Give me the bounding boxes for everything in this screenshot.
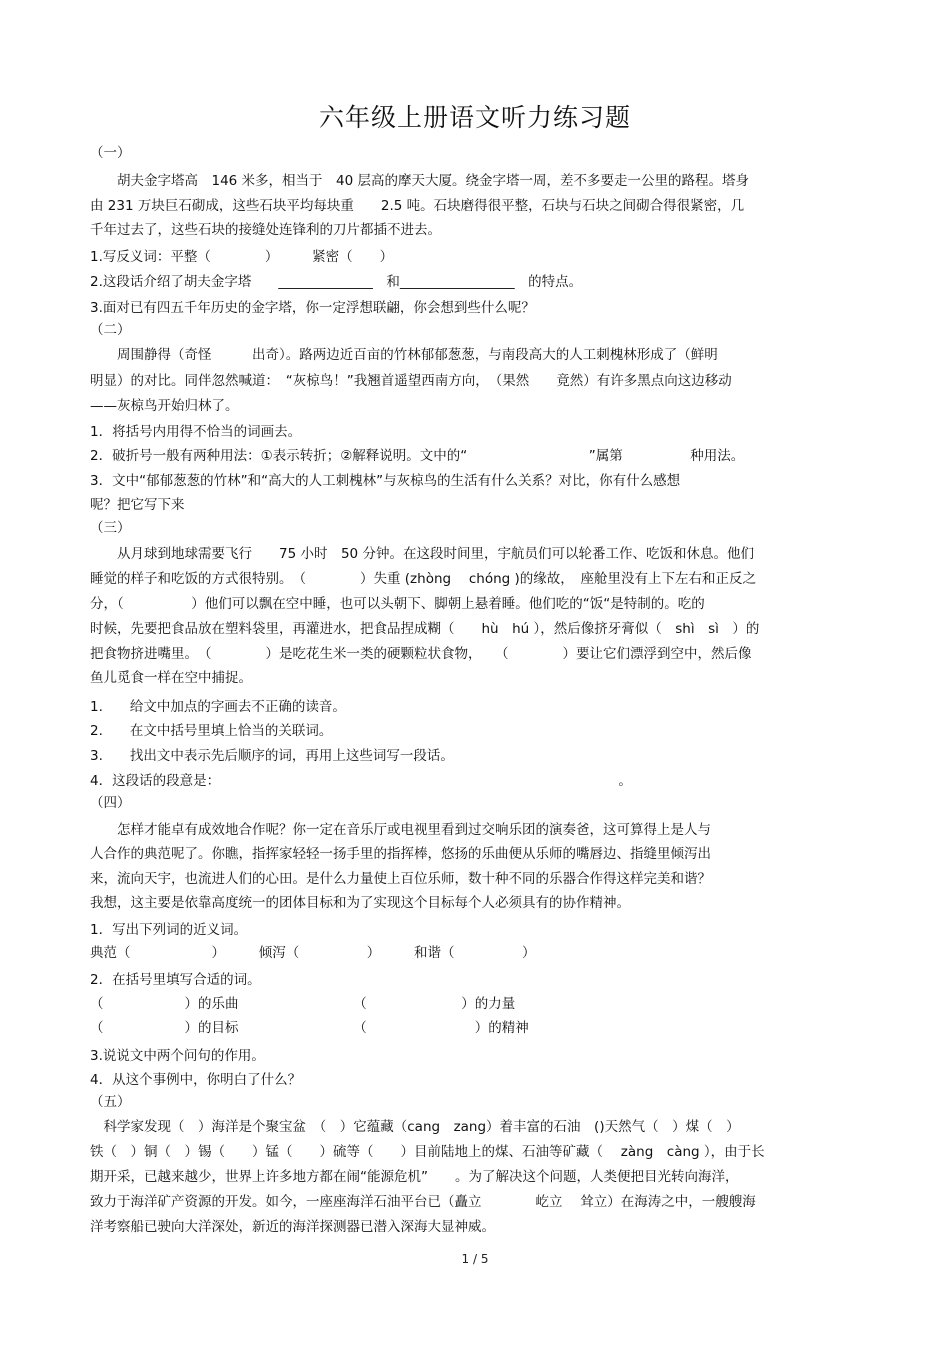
text-line: 周围静得（奇怪 出奇）。路两边近百亩的竹林郁郁葱葱，与南段高大的人工刺槐林形成了（鲜明 [90,347,718,363]
text-line: 睡觉的样子和吃饭的方式很特别。 （ ）失重 (zhòng chóng )的缘故， 座舱里没有上下左右和正反之 [90,571,757,587]
text-line: 3．文中“郁郁葱葱的竹林”和“高大的人工刺槐林”与灰椋鸟的生活有什么关系？对比，你有什么感想 [90,473,681,489]
text-line: 我想，这主要是依靠高度统一的团体目标和为了实现这个目标每个人必须具有的协作精神。 [90,895,630,911]
text-line: （ ）的目标 （ ）的精神 [90,1020,529,1036]
text-line: 千年过去了，这些石块的接缝处连锋利的刀片都插不进去。 [90,222,441,238]
text-line: 鱼儿觅食一样在空中捕捉。 [90,670,252,686]
text-line: 科学家发现（ ）海洋是个聚宝盆 （ ）它蕴藏（cang zang）着丰富的石油 ()天然气（ ）煤（ ） [90,1119,740,1135]
text-line: 由 231 万块巨石砌成，这些石块平均每块重 2.5 吨。石块磨得很平整，石块与石块之间砌合得很紧密，几 [90,198,745,214]
text-line: （一） [90,145,131,161]
text-line: 怎样才能卓有成效地合作呢？你一定在音乐厅或电视里看到过交响乐团的演奏爸，这可算得上是人与 [90,822,711,838]
text-line: 2.这段话介绍了胡夫金字塔 ______________ 和_________________ 的特点。 [90,274,583,290]
text-line: （二） [90,322,131,338]
text-line: ——灰椋鸟开始归林了。 [90,398,239,414]
text-line: 1.写反义词：平整（ ） 紧密（ ） [90,249,394,265]
text-line: 洋考察船已驶向大洋深处，新近的海洋探测器已潜入深海大显神威。 [90,1219,495,1235]
text-line: 时候，先要把食品放在塑料袋里，再灌进水，把食品捏成糊（ hù hú ），然后像挤牙膏似（ shì sì ）的 [90,621,760,637]
text-line: 3. 找出文中表示先后顺序的词，再用上这些词写一段话。 [90,748,454,764]
text-line: （四） [90,795,131,811]
page-number: 1 / 5 [461,1252,489,1266]
text-line: （五） [90,1094,131,1110]
text-line: 把食物挤进嘴里。 （ ）是吃花生米一类的硬颗粒状食物， （ ）要让它们漂浮到空中，然后像 [90,646,752,662]
text-line: 4．这段话的段意是： 。 [90,773,632,789]
text-line: 期开采，已越来越少，世界上许多地方都在闹“能源危机” 。为了解决这个问题，人类便把目光转向海洋， [90,1169,739,1185]
text-line: 2．在括号里填写合适的词。 [90,972,261,988]
text-line: 呢？把它写下来 [90,497,185,513]
page-title: 六年级上册语文听力练习题 [318,103,631,132]
text-line: 胡夫金字塔高 146 米多，相当于 40 层高的摩天大厦。绕金字塔一周，差不多要走一公里的路程。塔身 [90,173,750,189]
text-line: 分，（ ）他们可以飘在空中睡，也可以头朝下、脚朝上悬着睡。他们吃的“饭“是特制的。吃的 [90,596,705,612]
text-line: 1．写出下列词的近义词。 [90,922,248,938]
text-line: （三） [90,520,131,536]
text-line: 4．从这个事例中，你明白了什么？ [90,1072,302,1088]
text-line: 3.面对已有四五千年历史的金字塔，你一定浮想联翩，你会想到些什么呢？ [90,300,535,316]
text-line: 铁（ ）铜（ ）锡（ ）锰（ ）硫等（ ）目前陆地上的煤、石油等矿藏（ zàng càng ），由于长 [90,1144,765,1160]
text-line: 人合作的典范呢了。你瞧，指挥家轻轻一扬手里的指挥棒，悠扬的乐曲便从乐师的嘴唇边、指缝里倾泻出 [90,846,711,862]
text-line: 从月球到地球需要飞行 75 小时 50 分钟。在这段时间里，宇航员们可以轮番工作、吃饭和休息。他们 [90,546,754,562]
text-line: 1．将括号内用得不恰当的词画去。 [90,424,302,440]
text-line: 2．破折号一般有两种用法：①表示转折；②解释说明。文中的“ ”属第 种用法。 [90,448,745,464]
text-line: 明显）的对比。同伴忽然喊道： “灰椋鸟！”我翘首遥望西南方向， （果然 竟然）有许多黑点向这边移动 [90,373,732,389]
text-line: 3.说说文中两个问句的作用。 [90,1048,265,1064]
text-line: 1. 给文中加点的字画去不正确的读音。 [90,699,346,715]
text-line: 2. 在文中括号里填上恰当的关联词。 [90,723,333,739]
text-line: 致力于海洋矿产资源的开发。如今，一座座海洋石油平台已（矗立 屹立 耸立）在海涛之中，一艘艘海 [90,1194,756,1210]
text-line: 典范（ ） 倾泻（ ） 和谐（ ） [90,945,536,961]
text-line: （ ）的乐曲 （ ）的力量 [90,996,516,1012]
text-line: 来，流向天宇，也流进人们的心田。是什么力量使上百位乐师，数十种不同的乐器合作得这样完美和谐？ [90,871,711,887]
